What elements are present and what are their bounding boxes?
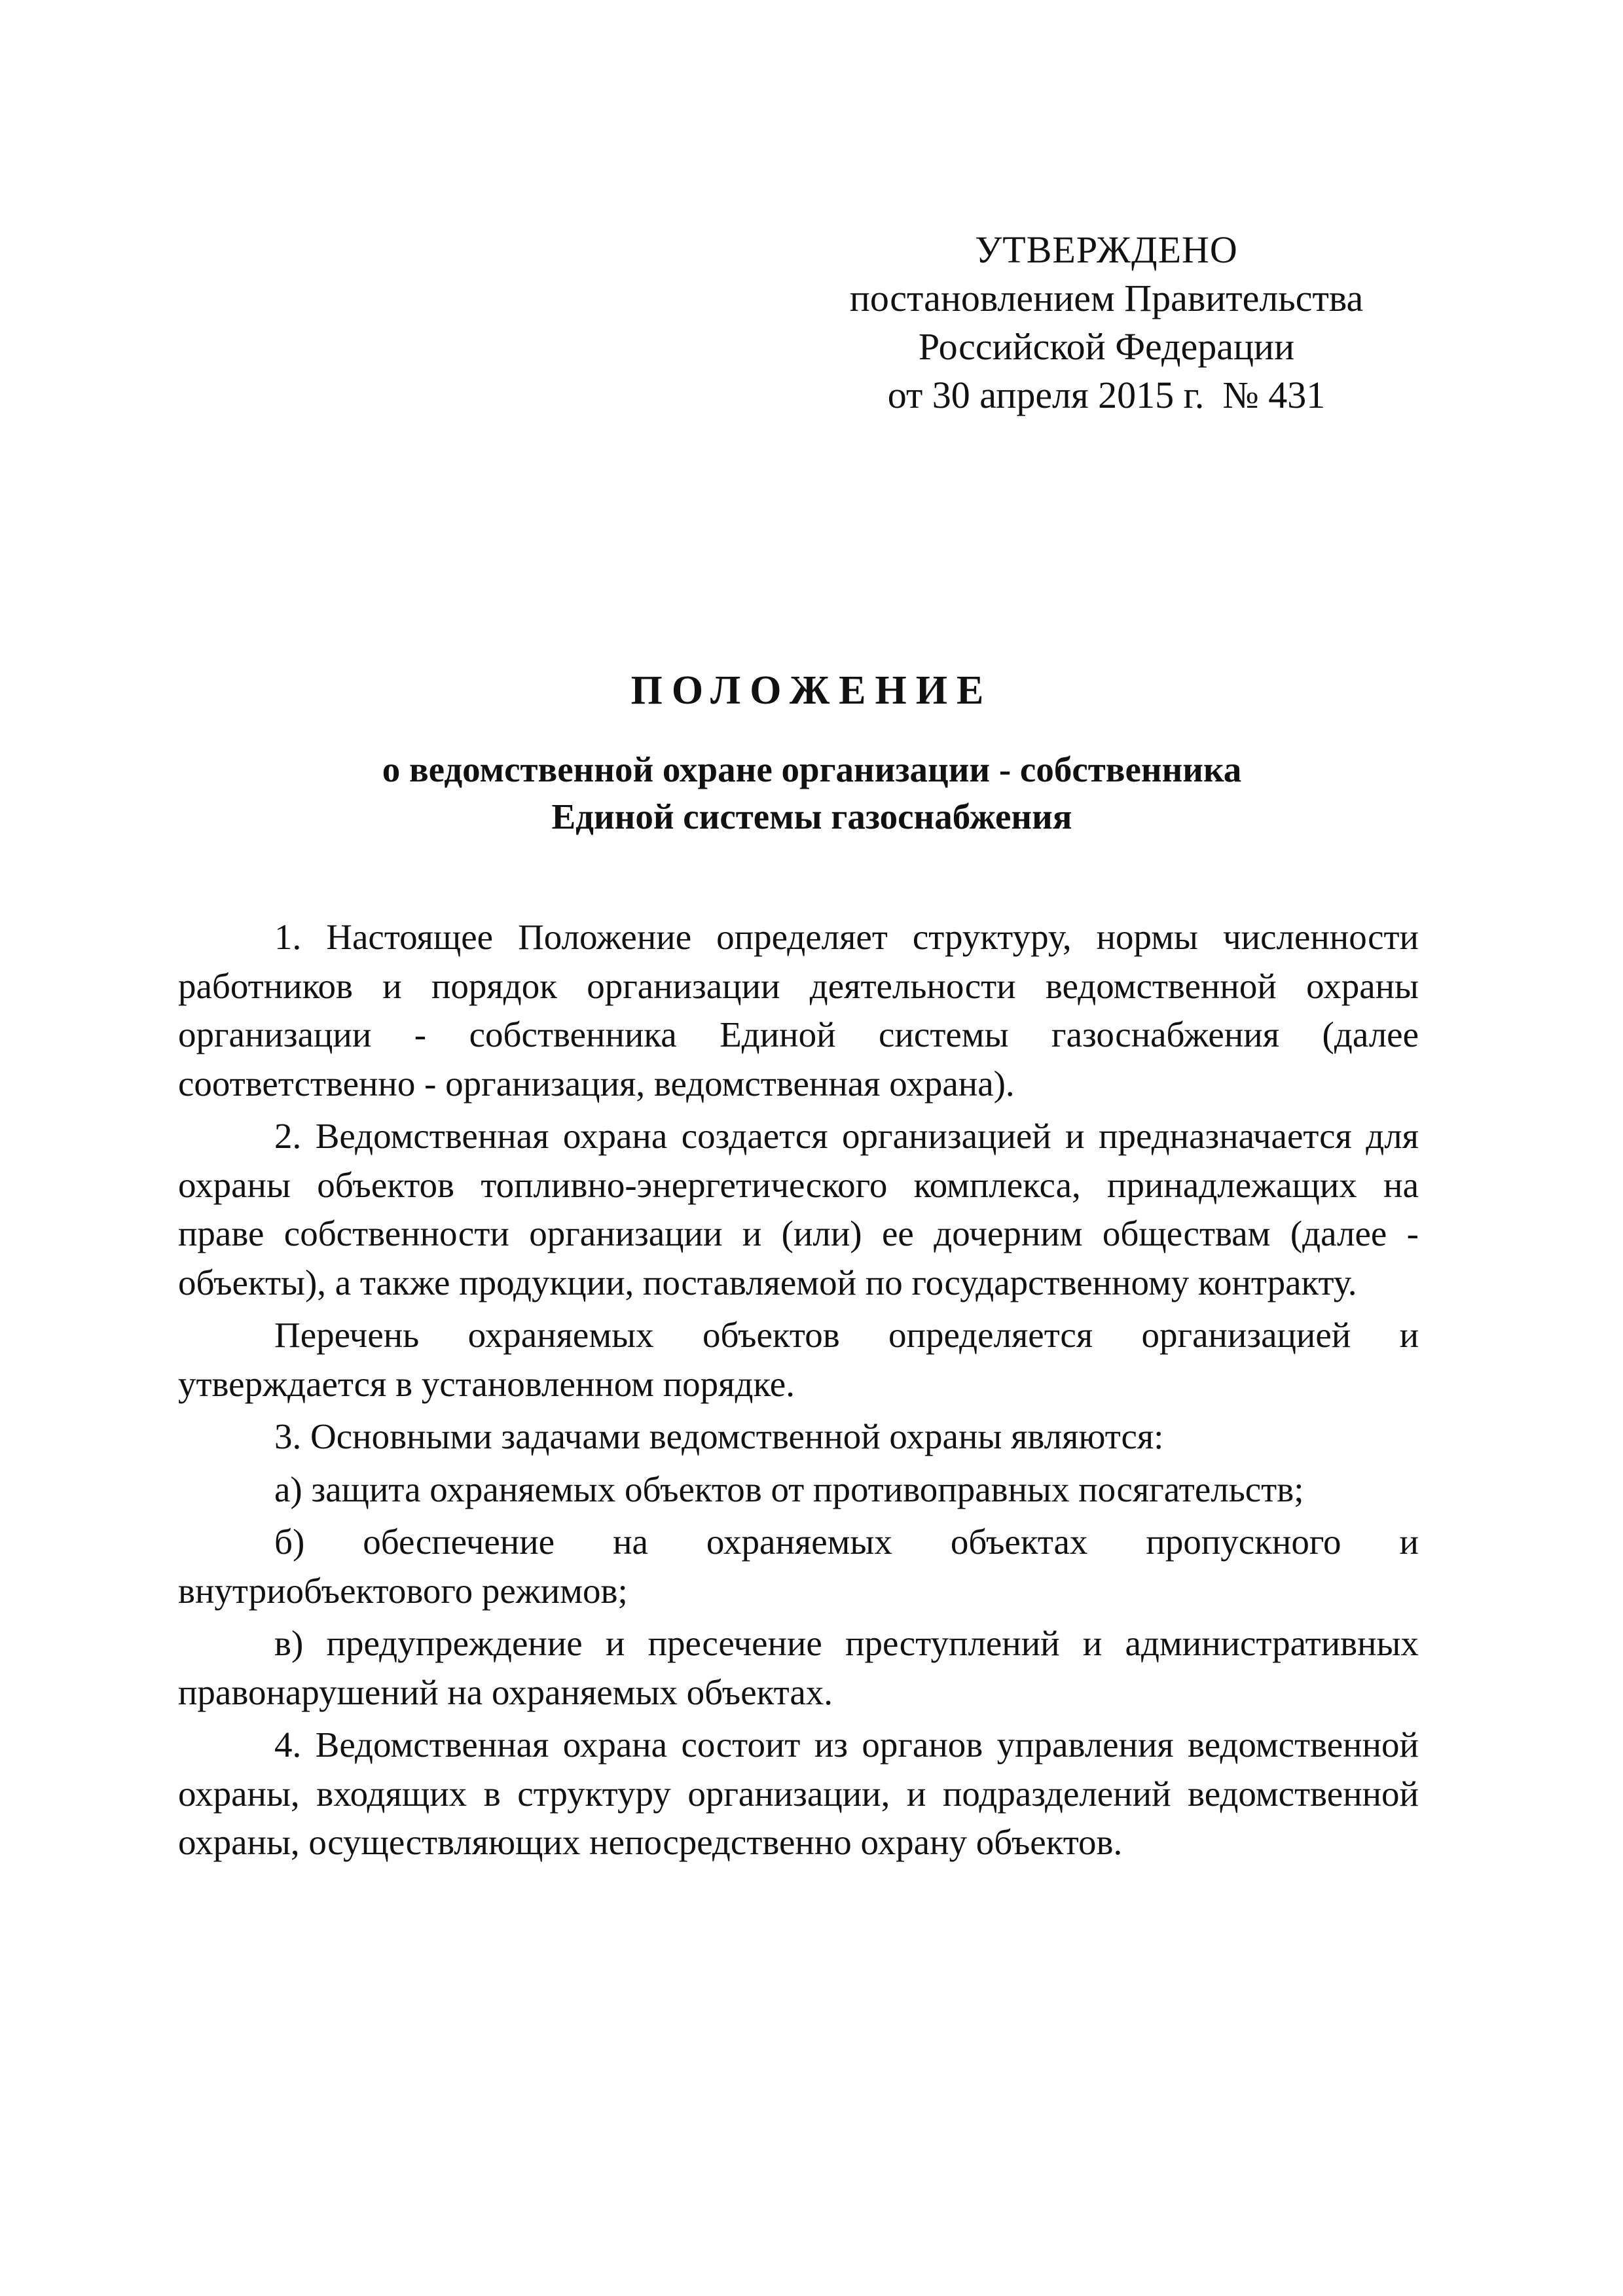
approval-date: от 30 апреля 2015 г. — [887, 374, 1205, 416]
approval-line-resolution: постановлением Правительства — [849, 277, 1364, 319]
paragraph-2-list: Перечень охраняемых объектов определяется организацией и утверждается в установленном порядке. — [178, 1315, 1419, 1404]
approval-line-federation: Российской Федерации — [918, 325, 1295, 368]
paragraph-3c: в) предупреждение и пресечение преступлений и административных правонарушений на охраняемых объектах. — [178, 1623, 1419, 1712]
approval-number: № 431 — [1222, 374, 1326, 416]
document-title: ПОЛОЖЕНИЕ — [630, 668, 993, 713]
paragraph-4: 4. Ведомственная охрана состоит из органов управления ведомственной охраны, входящих в структуру организации, и подразделений ведомственной охраны, осуществляющих непосредственно охрану объектов. — [178, 1725, 1419, 1862]
document-subtitle — [177, 746, 1447, 840]
title-block — [177, 661, 1447, 840]
document-body — [178, 913, 1419, 1867]
paragraph-1: 1. Настоящее Положение определяет структуру, нормы численности работников и порядок организации деятельности ведомственной охраны организации - собственника Единой системы газоснабжения (далее соответственно - организация, ведомственная охрана). — [178, 917, 1419, 1103]
subtitle-line-2: Единой системы газоснабжения — [551, 797, 1072, 836]
approved-heading: УТВЕРЖДЕНО — [975, 228, 1238, 271]
paragraph-3a: а) защита охраняемых объектов от противоправных посягательств; — [274, 1469, 1304, 1509]
approval-stamp — [812, 226, 1401, 420]
approval-line-date — [812, 371, 1401, 420]
paragraph-2: 2. Ведомственная охрана создается организацией и предназначается для охраны объектов топливно-энергетического комплекса, принадлежащих на праве собственности организации и (или) ее дочерним обществам (далее - объекты), а также продукции, поставляемой по государственному контракту. — [178, 1116, 1419, 1302]
subtitle-line-1: о ведомственной охране организации - собственника — [382, 749, 1242, 789]
paragraph-3: 3. Основными задачами ведомственной охраны являются: — [274, 1416, 1164, 1456]
paragraph-3b: б) обеспечение на охраняемых объектах пропускного и внутриобъектового режимов; — [178, 1522, 1419, 1611]
